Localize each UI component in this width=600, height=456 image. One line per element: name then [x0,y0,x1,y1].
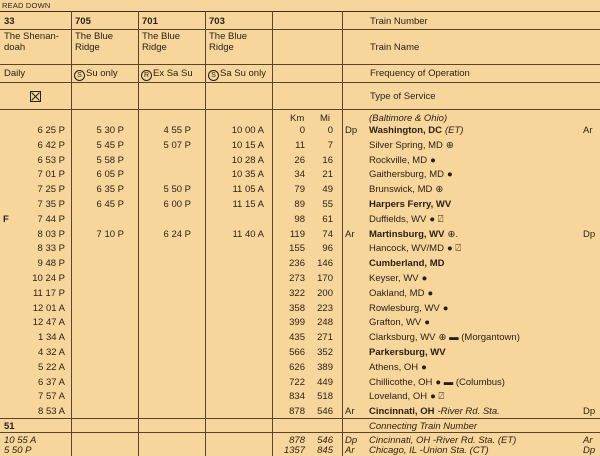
col-divider [138,11,139,456]
station-name-text: Keyser, WV [369,273,419,284]
time-train-33: 1 34 A [38,332,65,343]
station-km: 399 [289,317,305,328]
time-train-33: 6 37 A [38,377,65,388]
station-name [369,347,449,358]
header-rule [0,432,600,433]
connecting-mi: 546 [317,435,333,446]
station-km: 236 [289,258,305,269]
connecting-train-number: 51 [4,421,15,432]
time-train-33: 6 25 P [37,125,65,136]
time-train-33: 10 24 P [32,273,65,284]
station-mi: 55 [322,199,333,210]
station-name-text: Hancock, WV/MD [369,243,444,254]
station-symbols: ● [421,362,427,373]
km-header: Km [290,113,305,124]
station-name [369,214,443,225]
time-train-705: 6 05 P [96,169,124,180]
station-km: 435 [289,332,305,343]
time-train-33: 8 33 P [37,243,65,254]
station-symbols: ● [427,288,434,299]
station-mi: 352 [317,347,333,358]
depart-code: Dp [345,125,358,136]
station-symbols: ● ▬ (Columbus) [435,377,505,388]
station-mi: 96 [322,243,333,254]
station-name-text: Rowlesburg, WV [369,303,440,314]
station-name-text: Rockville, MD [369,155,428,166]
service-type-label: Type of Service [370,91,436,102]
station-name-text: Parkersburg, WV [369,347,446,358]
station-symbols: ⊕ [435,184,444,195]
station-mi: 200 [317,288,333,299]
time-train-33: 7 25 P [37,184,65,195]
connecting-station: Cincinnati, OH -River Rd. Sta. (ET) [369,435,517,446]
train-number-label: Train Number [370,16,428,27]
time-train-33: 9 48 P [37,258,65,269]
station-symbols: ● [446,169,453,180]
train-number-705: 705 [75,16,91,27]
connecting-train-label: Connecting Train Number [369,421,478,432]
frequency-symbol-icon: S [208,70,219,81]
station-name-text: Duffields, WV [369,214,427,225]
station-symbols: ● ⍁ [429,214,444,225]
station-km: 26 [294,155,305,166]
frequency-705: S Su only [74,68,118,81]
connecting-km: 1357 [283,445,305,456]
train-name-label: Train Name [370,42,420,53]
station-km: 358 [289,303,305,314]
station-mi: 546 [317,406,333,417]
arrive-code: Ar [345,229,355,240]
header-rule [0,29,600,30]
reserved-coach-icon [30,91,41,102]
station-km: 79 [294,184,305,195]
connecting-code: Dp [345,435,358,446]
station-mi: 7 [327,140,333,151]
station-mi: 170 [317,273,333,284]
time-train-33: 8 03 P [37,229,65,240]
station-symbols: -River Rd. Sta. [437,406,500,417]
col-divider [205,11,206,456]
time-train-33: 4 32 A [38,347,65,358]
arrive-code: Ar [345,406,355,417]
time-train-703: 11 15 A [232,199,264,210]
time-train-705: 5 58 P [96,155,124,166]
frequency-label: Frequency of Operation [370,68,470,79]
station-km: 878 [289,406,305,417]
train-name-701: The Blue Ridge [142,31,181,53]
time-train-33: 6 53 P [37,155,65,166]
station-name [369,332,520,343]
station-km: 89 [294,199,305,210]
railroad-label: (Baltimore & Ohio) [369,113,448,124]
station-name [369,377,505,388]
station-name-text: Washington, DC [369,125,442,136]
header-rule [0,64,600,65]
col-divider [342,11,343,456]
station-mi: 61 [322,214,333,225]
station-mi: 0 [327,125,333,136]
station-km: 322 [289,288,305,299]
right-code: Dp [583,406,596,417]
station-mi: 146 [317,258,333,269]
station-symbols: ⊕ [445,140,454,151]
station-name [369,199,454,210]
station-name [369,288,433,299]
time-train-701: 5 50 P [163,184,191,195]
time-train-33: 11 17 P [32,288,65,299]
station-km: 11 [295,140,305,151]
station-mi: 74 [322,229,333,240]
train-number-701: 701 [142,16,158,27]
time-train-33: 6 42 P [37,140,65,151]
time-train-703: 10 28 A [231,155,264,166]
station-name-text: Grafton, WV [369,317,422,328]
time-train-703: 10 35 A [231,169,264,180]
header-rule [0,82,600,83]
station-km: 34 [294,169,305,180]
station-km: 626 [289,362,305,373]
station-name [369,243,461,254]
connecting-right-code: Ar [583,435,593,446]
station-name-text: Harpers Ferry, WV [369,199,452,210]
frequency-symbol-icon: R [141,70,152,81]
station-name-text: Brunswick, MD [369,184,433,195]
station-name-text: Loveland, OH [369,391,428,402]
station-name [369,125,463,136]
time-train-705: 5 30 P [96,125,124,136]
col-divider [71,11,72,456]
time-train-33: 12 47 A [32,317,65,328]
station-symbols: ● [442,303,449,314]
station-km: 119 [289,229,305,240]
station-symbols: ● [430,155,436,166]
time-train-33: 8 53 A [38,406,65,417]
time-train-705: 5 45 P [96,140,124,151]
station-name [369,303,449,314]
station-symbols: (ET) [445,125,464,136]
time-train-703: 11 40 A [232,229,264,240]
train-number-33: 33 [4,16,15,27]
frequency-703: S Sa Su only [208,68,266,81]
station-name [369,362,427,373]
station-name-text: Oakland, MD [369,288,425,299]
time-train-701: 4 55 P [163,125,191,136]
time-train-33: 12 01 A [32,303,65,314]
station-km: 155 [289,243,305,254]
station-name [369,391,444,402]
time-train-33: 7 44 P [37,214,65,225]
time-train-701: 6 00 P [163,199,191,210]
station-symbols: ● [424,317,431,328]
station-km: 273 [289,273,305,284]
station-km: 834 [289,391,305,402]
right-code: Ar [583,125,593,136]
time-train-705: 6 35 P [96,184,124,195]
station-mi: 248 [317,317,333,328]
col-divider [272,11,273,456]
header-rule [0,418,600,419]
station-km: 722 [289,377,305,388]
train-number-703: 703 [209,16,225,27]
train-name-703: The Blue Ridge [209,31,248,53]
right-code: Dp [583,229,596,240]
connecting-mi: 845 [317,445,333,456]
station-name-text: Athens, OH [369,362,419,373]
station-mi: 449 [317,377,333,388]
station-symbols: ● ⍁ [430,391,445,402]
frequency-33: Daily [4,68,26,79]
time-train-705: 7 10 P [96,229,124,240]
station-symbols: ● ⍁ [446,243,462,254]
station-name-text: Martinsburg, WV [369,229,445,240]
train-name-33: The Shenan-doah [4,31,59,53]
station-name [369,273,427,284]
connecting-station: Chicago, IL -Union Sta. (CT) [369,445,489,456]
header-rule [0,109,600,110]
connecting-time: 5 50 P [4,445,32,456]
station-km: 566 [289,347,305,358]
station-mi: 21 [322,169,333,180]
connecting-right-code: Dp [583,445,596,456]
station-name [369,184,443,195]
time-train-33: 7 01 P [37,169,65,180]
time-train-703: 11 05 A [232,184,264,195]
station-symbols: ⊕. [447,229,459,240]
station-name-text: Silver Spring, MD [369,140,443,151]
station-name [369,406,500,417]
read-down-label: READ DOWN [2,1,51,10]
station-name-text: Clarksburg, WV [369,332,436,343]
station-name [369,317,430,328]
time-train-703: 10 15 A [231,140,264,151]
station-km: 0 [299,125,305,136]
station-mi: 271 [317,332,333,343]
time-train-33: 7 35 P [37,199,65,210]
connecting-code: Ar [345,445,355,456]
time-train-705: 6 45 P [96,199,124,210]
train-name-705: The Blue Ridge [75,31,114,53]
time-train-701: 6 24 P [163,229,191,240]
top-rule [0,11,600,12]
station-name [369,140,454,151]
station-name-text: Cincinnati, OH [369,406,435,417]
time-train-701: 5 07 P [163,140,191,151]
station-name [369,169,453,180]
station-km: 98 [294,214,305,225]
frequency-symbol-icon: S [74,70,85,81]
station-mi: 49 [322,184,333,195]
station-mi: 223 [317,303,333,314]
station-name [369,229,458,240]
station-name-text: Cumberland, MD [369,258,445,269]
connecting-km: 878 [289,435,305,446]
station-mi: 16 [322,155,333,166]
flag-stop-marker: F [3,214,9,225]
station-name [369,258,447,269]
station-name-text: Gaithersburg, MD [369,169,444,180]
connecting-time: 10 55 A [4,435,37,446]
station-mi: 518 [317,391,333,402]
station-name-text: Chillicothe, OH [369,377,433,388]
frequency-701: R Ex Sa Su [141,68,193,81]
station-symbols: ⊕ ▬ (Morgantown) [438,332,520,343]
time-train-33: 7 57 A [38,391,65,402]
mi-header: Mi [320,113,331,124]
station-symbols: ● [421,273,428,284]
station-mi: 389 [317,362,333,373]
time-train-703: 10 00 A [231,125,264,136]
time-train-33: 5 22 A [38,362,65,373]
station-name [369,155,436,166]
